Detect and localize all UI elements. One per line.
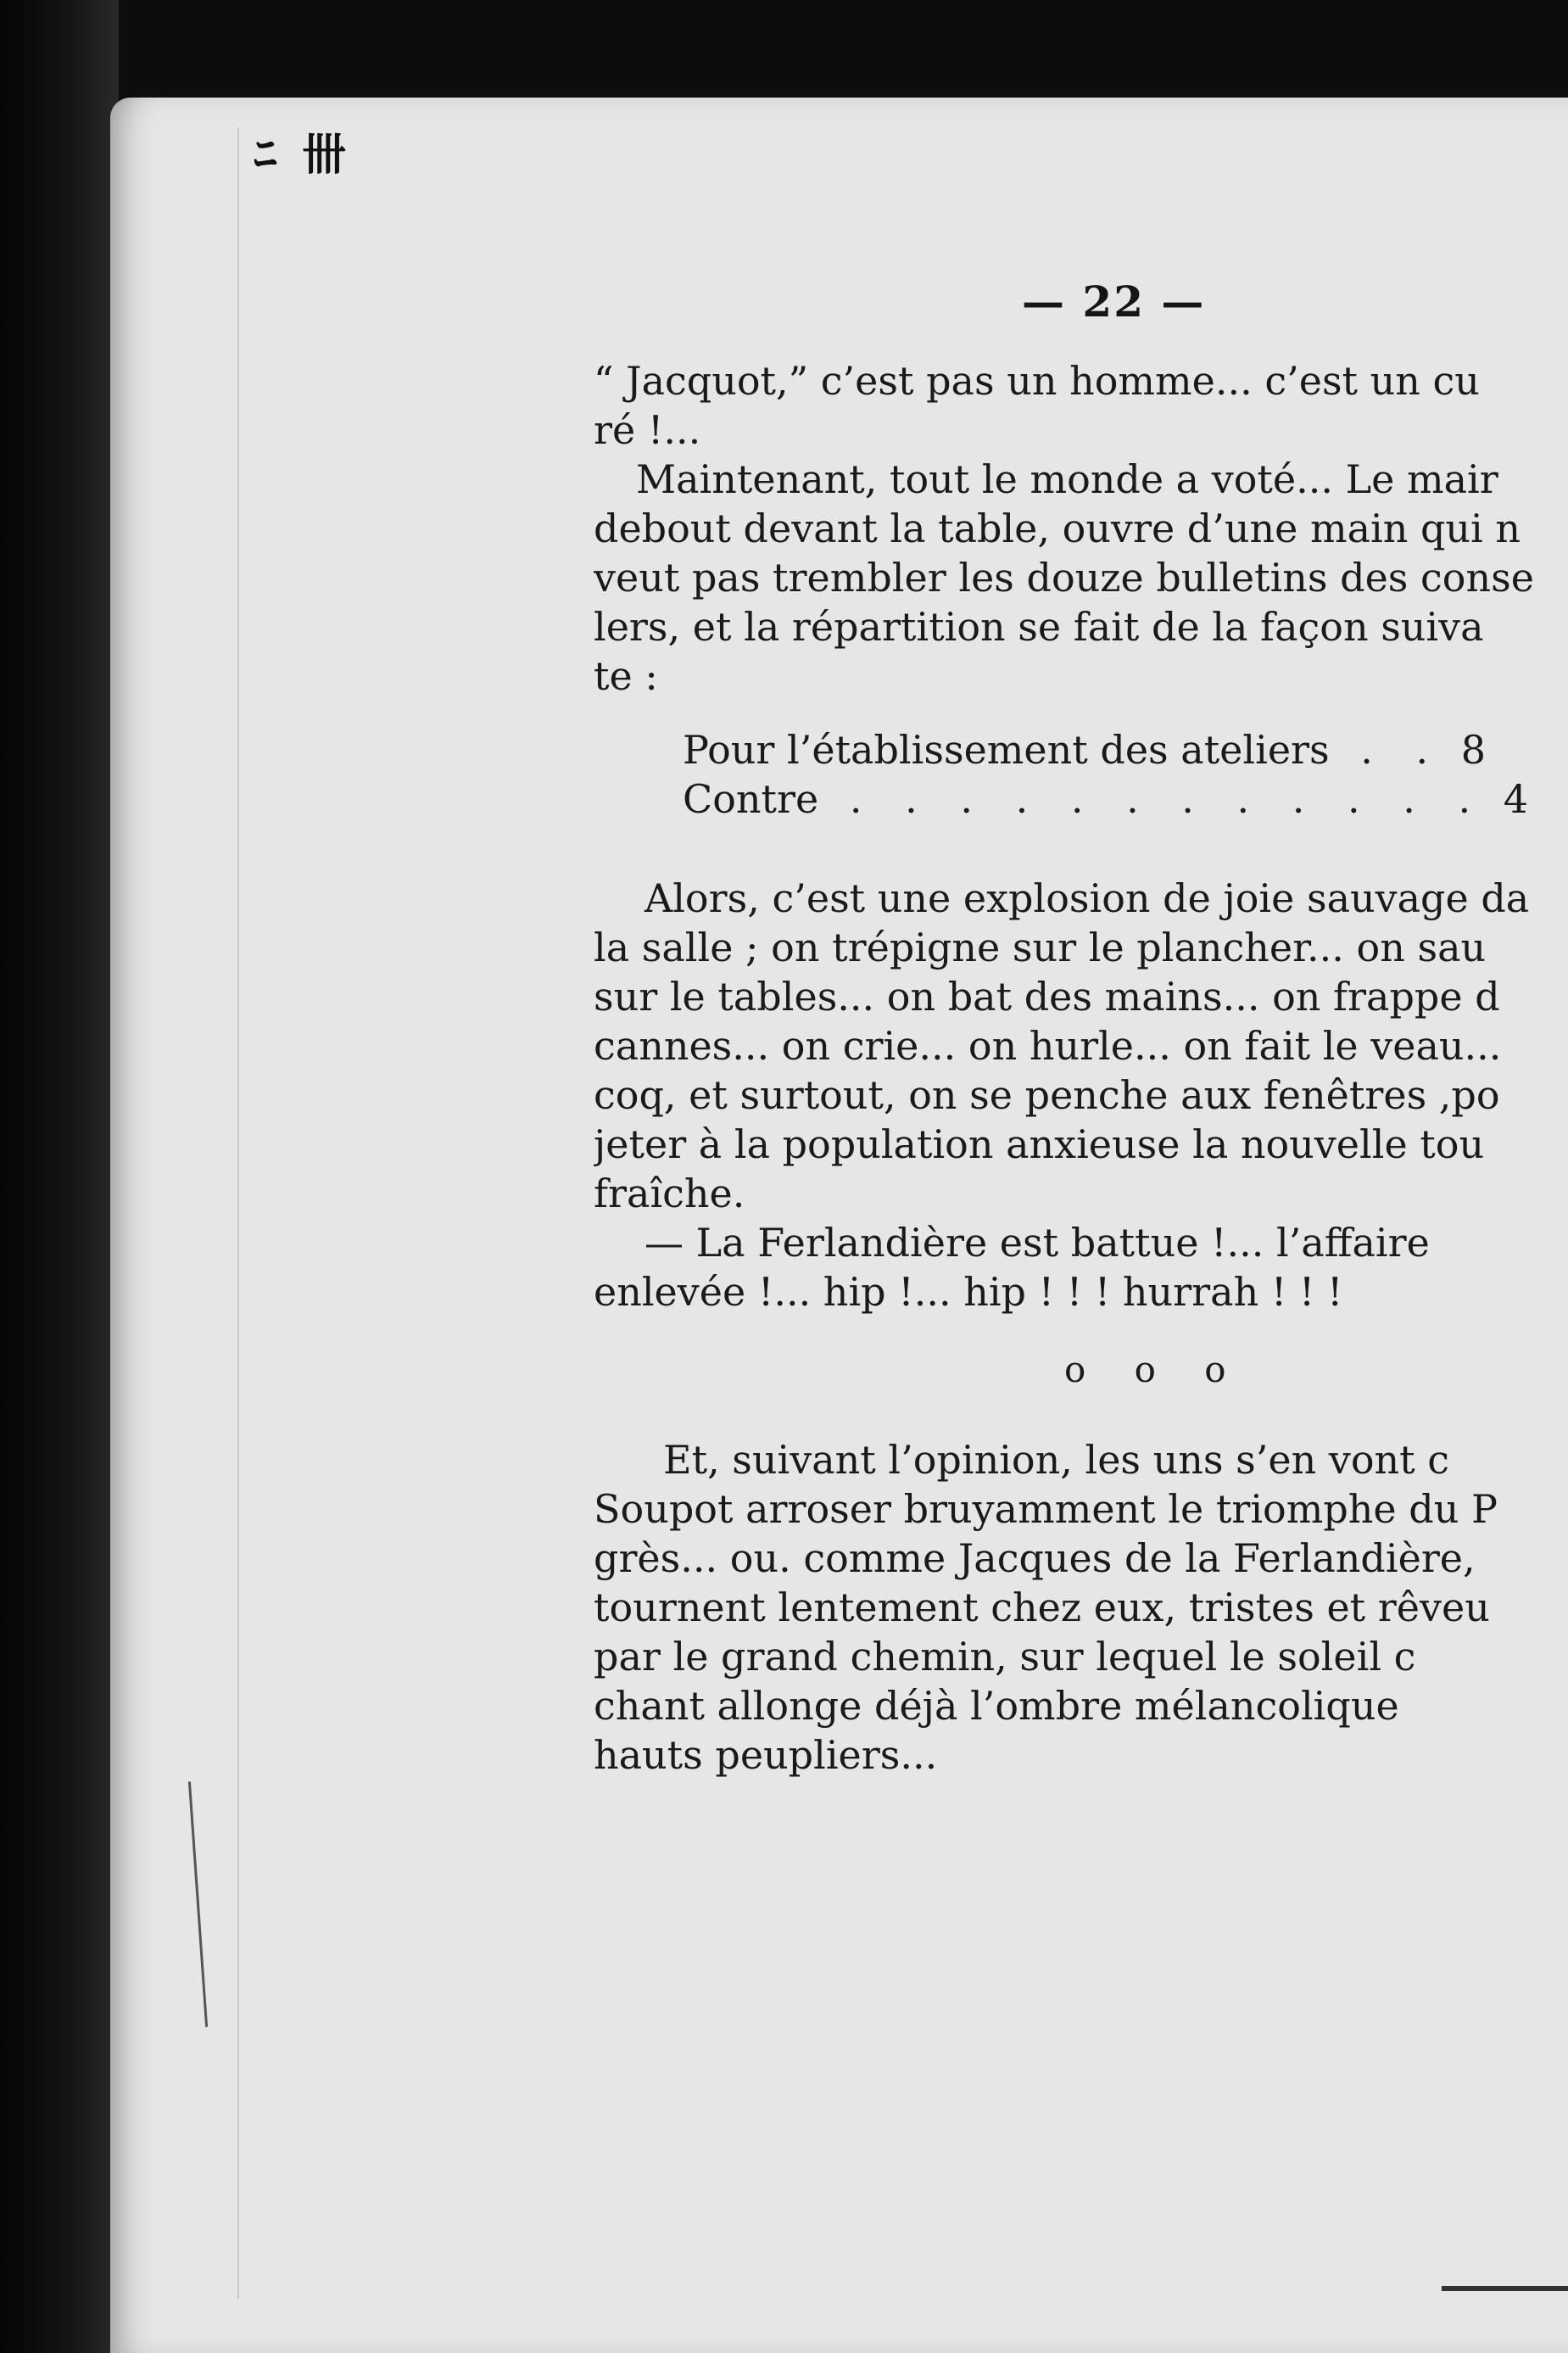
vote-leader-dots: . .	[1360, 727, 1444, 773]
text-line: fraîche.	[594, 1171, 745, 1216]
text-line: Soupot arroser bruyamment le triomphe du P	[594, 1486, 1498, 1532]
vote-label: Contre	[683, 776, 819, 822]
text-line: la salle ; on trépigne sur le plancher... on sau	[594, 925, 1487, 970]
text-line: ré !...	[594, 407, 701, 453]
vote-label: Pour l’établissement des ateliers	[683, 727, 1330, 773]
text-line: enlevée !... hip !... hip ! ! ! hurrah ! ! !	[594, 1269, 1343, 1315]
text-line: sur le tables... on bat des mains... on frappe d	[594, 974, 1500, 1020]
text-line: Maintenant, tout le monde a voté... Le mair	[636, 456, 1498, 502]
paragraph-2	[594, 874, 1568, 1316]
text-line: tournent lentement chez eux, tristes et rêveu	[594, 1585, 1490, 1630]
corner-ink-mark: ﾆ 卌	[254, 129, 352, 181]
vote-count: 4	[1503, 776, 1529, 822]
page-number: — 22 —	[1022, 277, 1206, 327]
section-separator: o o o	[1064, 1349, 1245, 1390]
text-line: lers, et la répartition se fait de la façon suiva	[594, 604, 1484, 650]
vote-results-table	[683, 725, 1568, 824]
text-line: par le grand chemin, sur lequel le soleil c	[594, 1634, 1416, 1680]
text-line: hauts peupliers...	[594, 1732, 938, 1778]
vote-row-pour	[683, 725, 1568, 774]
text-line: Et, suivant l’opinion, les uns s’en vont c	[663, 1437, 1450, 1483]
text-line: chant allonge déjà l’ombre mélancolique	[594, 1683, 1399, 1729]
paragraph-1	[594, 356, 1568, 701]
vote-count: 8	[1460, 727, 1487, 773]
text-line: grès... ou. comme Jacques de la Ferlandière,	[594, 1535, 1476, 1581]
scan-background	[0, 0, 119, 2353]
text-line: debout devant la table, ouvre d’une main qui n	[594, 506, 1521, 551]
text-line: cannes... on crie... on hurle... on fait le veau...	[594, 1023, 1502, 1069]
text-line: te :	[594, 653, 658, 699]
text-line: jeter à la population anxieuse la nouvelle tou	[594, 1121, 1485, 1167]
text-line: — La Ferlandière est battue !... l’affaire	[644, 1220, 1430, 1266]
text-line: “ Jacquot,” c’est pas un homme... c’est un cu	[594, 358, 1480, 404]
vote-row-contre	[683, 774, 1568, 824]
text-line: veut pas trembler les douze bulletins des conse	[594, 555, 1534, 601]
vote-leader-dots: . . . . . . . . . . . .	[849, 776, 1487, 822]
text-line: Alors, c’est une explosion de joie sauvage da	[644, 875, 1530, 921]
paper-edge-mark	[1442, 2286, 1568, 2291]
page-inner-edge	[237, 127, 239, 2299]
paragraph-3	[594, 1435, 1568, 1780]
text-line: coq, et surtout, on se penche aux fenêtres ,po	[594, 1072, 1500, 1118]
